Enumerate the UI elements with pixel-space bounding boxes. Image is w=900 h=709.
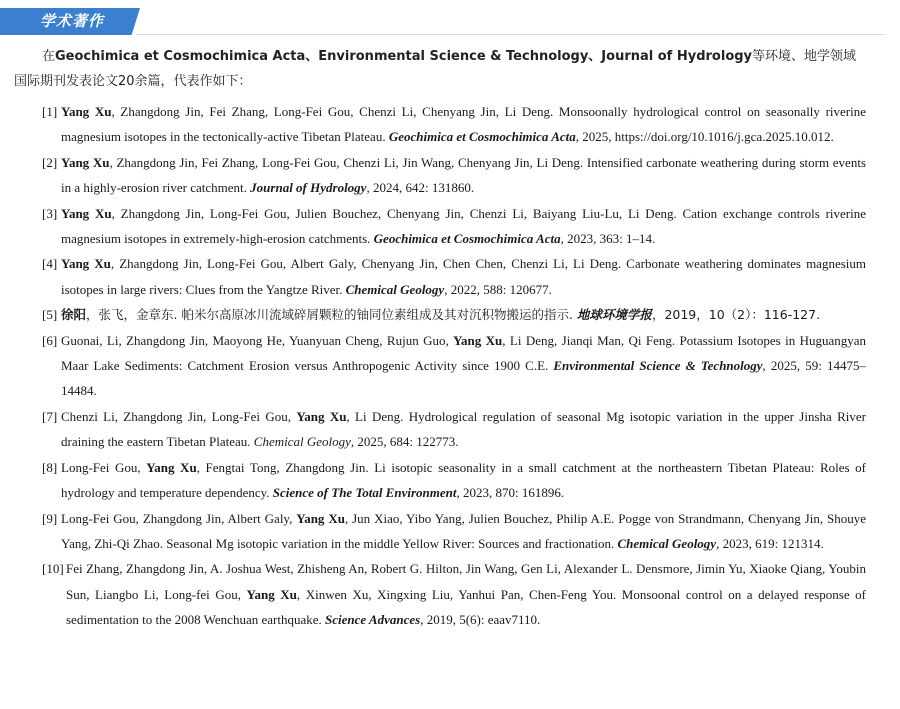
- author-highlight: 徐阳: [61, 307, 87, 323]
- reference-number: [1]: [42, 104, 58, 119]
- journal-name: Chemical Geology: [345, 281, 445, 297]
- author-highlight: Yang Xu: [61, 104, 112, 119]
- journal-name: Science Advances: [325, 612, 421, 628]
- journal-name: Environmental Science & Technology: [553, 358, 763, 374]
- author-highlight: Yang Xu: [453, 332, 503, 348]
- journal-name: Journal of Hydrology: [250, 180, 367, 196]
- author-highlight: Yang Xu: [61, 154, 110, 170]
- reference-item: [1] Yang Xu, Zhangdong Jin, Fei Zhang, Long-Fei Gou, Chenzi Li, Chenyang Jin, Li Deng. Monsoonally hydrological control on seasonally riverine magnesium isotopes in the tectonically-active Tibetan Plateau. Geochimica et Cosmochimica Acta, 2025, https://doi.org/10.1016/j.gca.2025.10.012.: [42, 99, 866, 150]
- journal-name: 地球环境学报: [576, 307, 652, 323]
- author-highlight: Yang Xu: [61, 205, 112, 221]
- journal-name: Chemical Geology: [253, 434, 351, 450]
- reference-list: [42, 99, 866, 633]
- section-header: [0, 0, 900, 36]
- reference-item: [4] Yang Xu, Zhangdong Jin, Long-Fei Gou, Albert Galy, Chenyang Jin, Chen Chen, Chenzi Li, Li Deng. Carbonate weathering dominates magnesium isotopes in large rivers: Clues from the Yangtze River. Chemical Geology, 2022, 588: 120677.: [42, 251, 866, 302]
- author-highlight: Yang Xu: [146, 459, 197, 475]
- reference-number: [9]: [42, 510, 58, 526]
- reference-item: [5] 徐阳，张飞，金章东. 帕米尔高原冰川流域碎屑颗粒的铀同位素组成及其对沉积物搬运的指示. 地球环境学报，2019，10（2）：116-127.: [42, 302, 866, 327]
- reference-number: [5]: [42, 307, 58, 323]
- reference-item: [7] Chenzi Li, Zhangdong Jin, Long-Fei Gou, Yang Xu, Li Deng. Hydrological regulation of seasonal Mg isotopic variation in the upper Jinsha River draining the eastern Tibetan Plateau. Chemical Geology, 2025, 684: 122773.: [42, 404, 866, 455]
- reference-item: [6] Guonai, Li, Zhangdong Jin, Maoyong He, Yuanyuan Cheng, Rujun Guo, Yang Xu, Li Deng, Jianqi Man, Qi Feng. Potassium Isotopes in Huguangyan Maar Lake Sediments: Catchment Erosion versus Anthropogenic Activity since 1900 C.E. Environmental Science & Technology, 2025, 59: 14475–14484.: [42, 328, 866, 404]
- reference-item: [3] Yang Xu, Zhangdong Jin, Long-Fei Gou, Julien Bouchez, Chenyang Jin, Chenzi Li, Baiyang Liu-Lu, Li Deng. Cation exchange controls riverine magnesium isotopes in extremely-high-erosion catchments. Geochimica et Cosmochimica Acta, 2023, 363: 1–14.: [42, 201, 866, 252]
- author-highlight: Yang Xu: [246, 586, 297, 602]
- author-highlight: Yang Xu: [61, 256, 111, 272]
- reference-number: [8]: [42, 459, 58, 475]
- section-title: 学术著作: [40, 12, 105, 30]
- reference-number: [6]: [42, 332, 58, 348]
- intro-paragraph: 在Geochimica et Cosmochimica Acta、Environmental Science & Technology、Journal of Hydrology等环境、地学领域国际期刊发表论文20余篇，代表作如下：: [14, 49, 857, 89]
- reference-item: [9] Long-Fei Gou, Zhangdong Jin, Albert Galy, Yang Xu, Jun Xiao, Yibo Yang, Julien Bouchez, Philip A.E. Pogge von Strandmann, Chenyang Jin, Shouye Yang, Zhi-Qi Zhao. Seasonal Mg isotopic variation in the middle Yellow River: Sources and fractionation. Chemical Geology, 2023, 619: 121314.: [42, 506, 866, 557]
- reference-item: [10] Fei Zhang, Zhangdong Jin, A. Joshua West, Zhisheng An, Robert G. Hilton, Jin Wang, Gen Li, Alexander L. Densmore, Jimin Yu, Xiaoke Qiang, Youbin Sun, Liangbo Li, Long-fei Gou, Yang Xu, Xinwen Xu, Xingxing Liu, Yanhui Pan, Chen-Feng You. Monsoonal control on a delayed response of sedimentation to the 2008 Wenchuan earthquake. Science Advances, 2019, 5(6): eaav7110.: [42, 556, 866, 632]
- reference-number: [4]: [42, 256, 58, 272]
- reference-number: [7]: [42, 408, 58, 424]
- intro-journals: Geochimica et Cosmochimica Acta、Environmental Science & Technology、Journal of Hydrology: [55, 49, 753, 64]
- reference-number: [2]: [42, 154, 58, 170]
- journal-name: Geochimica et Cosmochimica Acta: [388, 129, 576, 145]
- author-highlight: Yang Xu: [296, 408, 347, 424]
- author-highlight: Yang Xu: [296, 510, 345, 526]
- header-divider: [136, 34, 886, 35]
- journal-name: Science of The Total Environment: [272, 485, 457, 501]
- reference-number: [10]: [42, 561, 64, 577]
- journal-name: Chemical Geology: [617, 535, 717, 551]
- reference-number: [3]: [42, 205, 58, 221]
- reference-item: [8] Long-Fei Gou, Yang Xu, Fengtai Tong, Zhangdong Jin. Li isotopic seasonality in a small catchment at the northeastern Tibetan Plateau: Roles of hydrology and temperature dependency. Science of The Total Environment, 2023, 870: 161896.: [42, 455, 866, 506]
- reference-item: [2] Yang Xu, Zhangdong Jin, Fei Zhang, Long-Fei Gou, Chenzi Li, Jin Wang, Chenyang Jin, Li Deng. Intensified carbonate weathering during storm events in a highly-erosion river catchment. Journal of Hydrology, 2024, 642: 131860.: [42, 150, 866, 201]
- journal-name: Geochimica et Cosmochimica Acta: [373, 231, 561, 247]
